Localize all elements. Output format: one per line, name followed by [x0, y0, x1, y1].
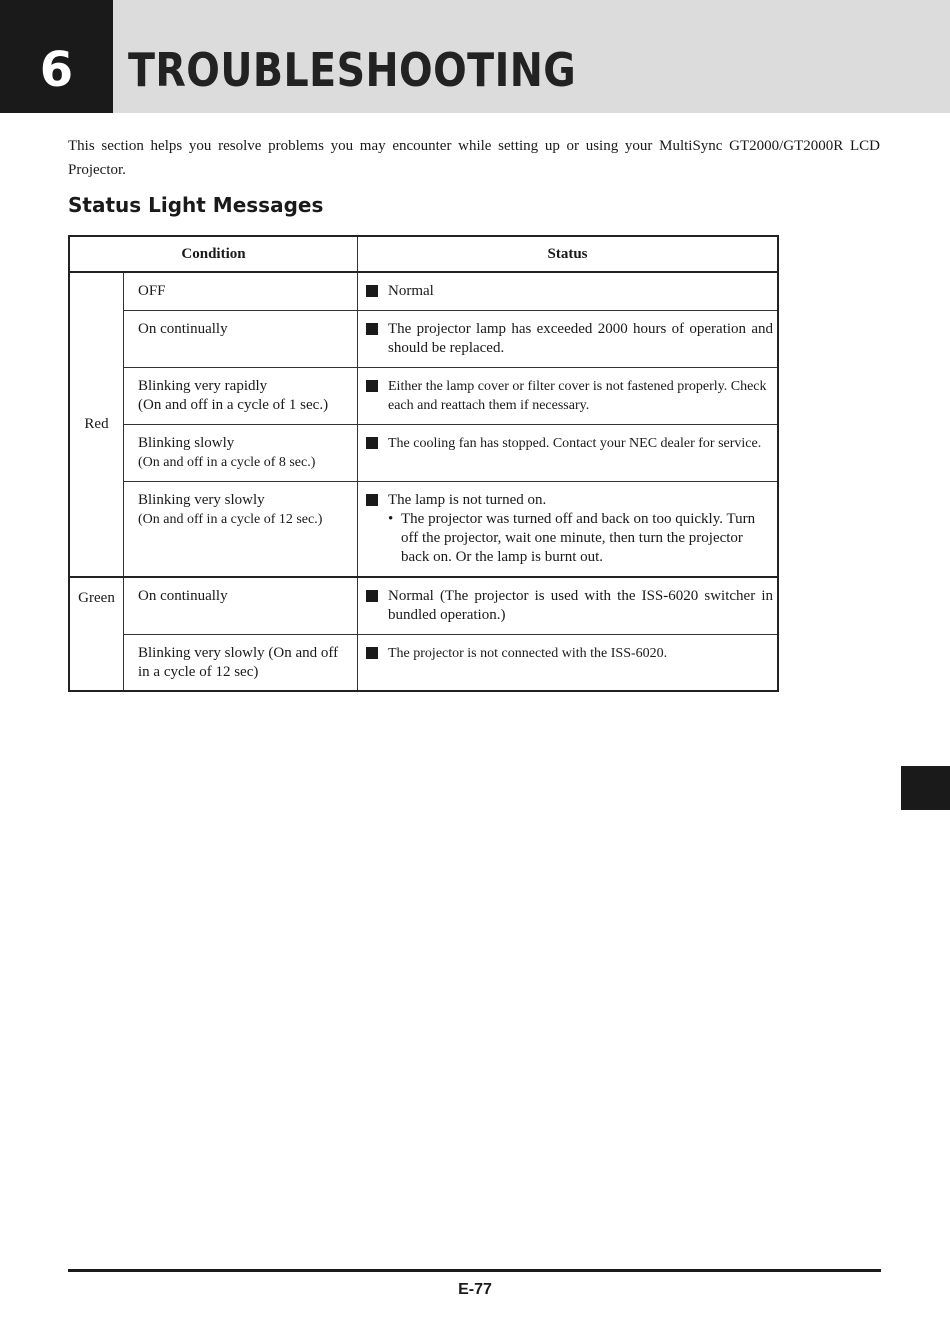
table-row	[69, 368, 778, 425]
condition-cell	[124, 368, 358, 425]
condition-text: On continually	[138, 321, 228, 337]
page-number: E-77	[458, 1281, 492, 1298]
status-cell	[358, 635, 779, 692]
condition-text: Blinking slowly	[138, 435, 235, 451]
square-bullet-icon	[366, 377, 388, 392]
status-cell	[358, 311, 779, 368]
table-row	[69, 482, 778, 578]
table-row	[69, 635, 778, 692]
condition-note: (On and off in a cycle of 8 sec.)	[138, 455, 316, 470]
square-bullet-icon	[366, 320, 388, 335]
status-cell	[358, 368, 779, 425]
condition-text: Blinking very slowly	[138, 492, 265, 508]
chapter-number: 6	[39, 42, 74, 98]
table-header-row	[69, 236, 778, 272]
condition-cell	[124, 425, 358, 482]
table-row	[69, 311, 778, 368]
condition-cell	[124, 635, 358, 692]
condition-cell	[124, 272, 358, 311]
condition-note: (On and off in a cycle of 1 sec.)	[138, 397, 329, 413]
condition-cell	[124, 482, 358, 578]
condition-note: (On and off in a cycle of 12 sec.)	[138, 512, 323, 527]
status-cell	[358, 482, 779, 578]
square-bullet-icon	[366, 282, 388, 297]
condition-cell	[124, 577, 358, 635]
status-text: Normal (The projector is used with the ISS-6020 switcher in bundled operation.)	[388, 588, 773, 623]
chapter-number-box	[0, 0, 113, 113]
section-heading: Status Light Messages	[68, 193, 324, 217]
condition-text: Blinking very slowly (On and off in a cycle of 12 sec)	[138, 645, 339, 680]
red-label: Red	[69, 272, 124, 577]
condition-cell	[124, 311, 358, 368]
table-row	[69, 577, 778, 635]
square-bullet-icon	[366, 491, 388, 506]
status-text: The lamp is not turned on.	[388, 492, 547, 508]
status-light-table	[68, 235, 779, 692]
green-label: Green	[69, 577, 124, 691]
condition-text: Blinking very rapidly	[138, 378, 268, 394]
square-bullet-icon	[366, 587, 388, 602]
dot-bullet-icon: •	[388, 511, 394, 527]
table-row	[69, 425, 778, 482]
status-text: Normal	[388, 283, 434, 299]
status-cell	[358, 272, 779, 311]
status-text: The cooling fan has stopped. Contact your NEC dealer for service.	[388, 436, 762, 451]
table-row	[69, 272, 778, 311]
condition-text: OFF	[138, 283, 166, 299]
square-bullet-icon	[366, 434, 388, 449]
status-cell	[358, 577, 779, 635]
status-text: The projector is not connected with the ISS-6020.	[388, 646, 668, 661]
status-cell	[358, 425, 779, 482]
status-subtext: The projector was turned off and back on too quickly. Turn off the projector, wait one minute, then turn the projector back on. Or the lamp is burnt out.	[401, 511, 756, 565]
status-text: The projector lamp has exceeded 2000 hours of operation and should be replaced.	[388, 321, 773, 356]
footer-rule	[68, 1269, 881, 1272]
condition-header: Condition	[69, 236, 358, 272]
intro-paragraph: This section helps you resolve problems you may encounter while setting up or using your MultiSync GT2000/GT2000R LCD Projector.	[68, 138, 880, 178]
square-bullet-icon	[366, 644, 388, 659]
status-header: Status	[358, 236, 779, 272]
condition-text: On continually	[138, 588, 228, 604]
status-text: Either the lamp cover or filter cover is not fastened properly. Check each and reattach them if necessary.	[388, 379, 767, 413]
chapter-title: TROUBLESHOOTING	[128, 43, 577, 97]
chapter-side-tab	[901, 766, 950, 810]
